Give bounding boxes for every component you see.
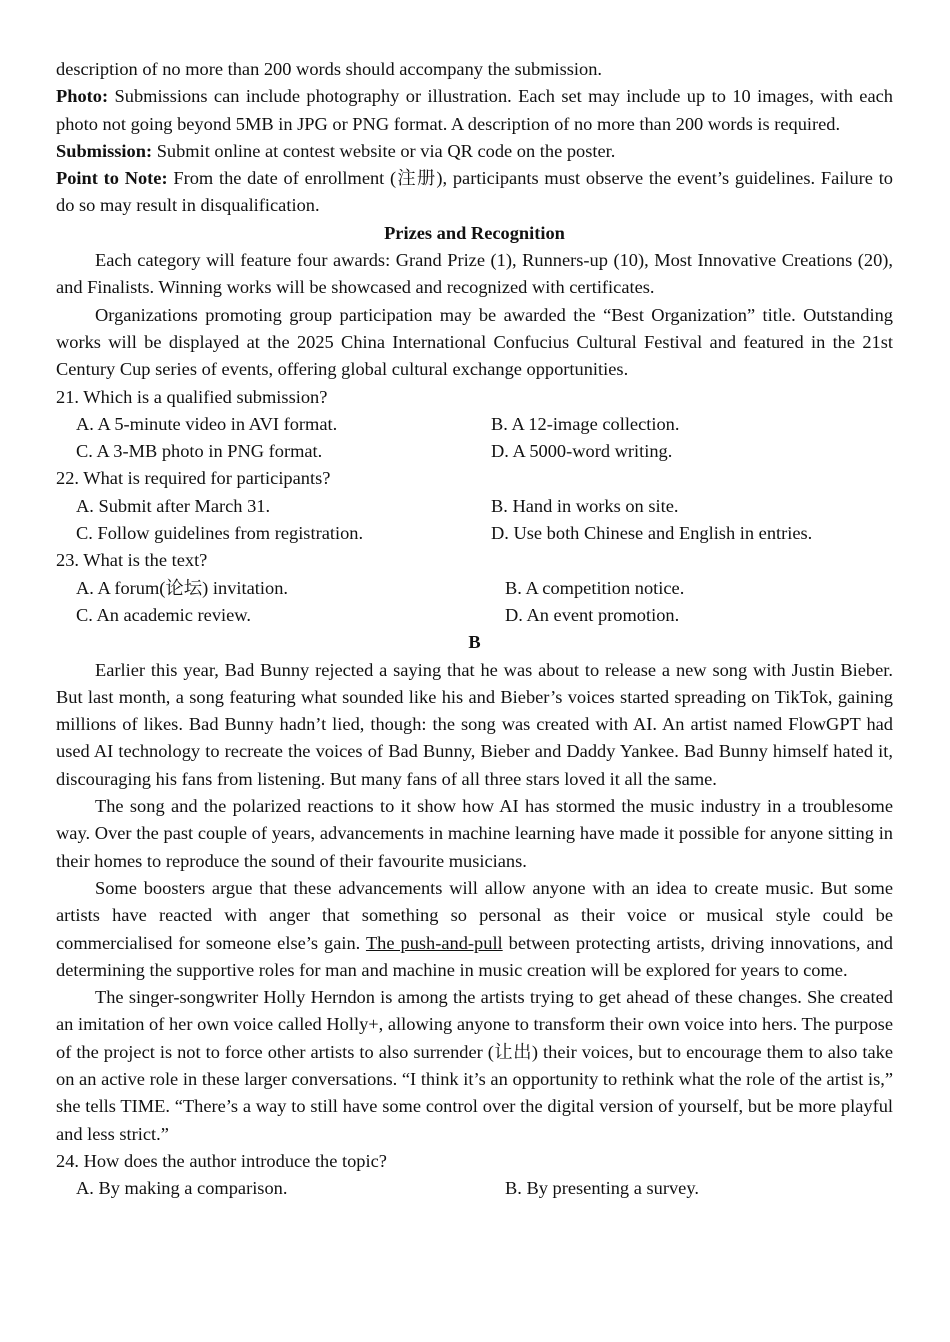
- option-b: B. Hand in works on site.: [491, 495, 679, 516]
- option-b: B. By presenting a survey.: [505, 1178, 699, 1199]
- underlined-phrase: The push-and-pull: [365, 932, 503, 953]
- note-label: Point to Note:: [56, 168, 168, 189]
- question-stem: 24. How does the author introduce the topic?: [56, 1150, 387, 1171]
- intro-tail: description of no more than 200 words should accompany the submission.: [56, 59, 603, 79]
- passage-b-paragraph-1: Earlier this year, Bad Bunny rejected a saying that he was about to release a new song with Justin Bieber. But last month, a song featuring what sounded like his and Bieber’s voices started spreading on TikTok, gaining millions of likes. Bad Bunny hadn’t lied, though: the song was created with AI. An artist named FlowGPT had used AI technology to recreate the voices of Bad Bunny, Bieber and Daddy Yankee. Bad Bunny himself hated it, discouraging his fans from listening. But many fans of all three stars loved it all the same.: [56, 659, 893, 789]
- option-c: C. Follow guidelines from registration.: [76, 523, 364, 544]
- option-d: D. Use both Chinese and English in entries.: [491, 523, 813, 544]
- options: [56, 575, 893, 630]
- photo-label: Photo:: [56, 86, 109, 107]
- document-page: [56, 56, 893, 1202]
- submission-label: Submission:: [56, 140, 153, 161]
- option-c: C. A 3-MB photo in PNG format.: [76, 441, 323, 462]
- options: [56, 411, 893, 466]
- p3-after: between protecting artists, driving innovations, and determining the supportive roles for man and machine in music creation will be explored for years to come.: [56, 932, 894, 980]
- p3-before: Some boosters argue that these advancements will allow anyone with an idea to create music. But some artists have reacted with anger that something so personal as their voice or musical style could be commercialised for someone else’s gain.: [56, 877, 893, 953]
- prizes-heading: Prizes and Recognition: [384, 222, 565, 243]
- passage-b-paragraph-3: [56, 875, 893, 984]
- submission-text: Submit online at contest website or via QR code on the poster.: [152, 140, 616, 161]
- photo-paragraph: [56, 83, 893, 138]
- question-23: [56, 547, 893, 629]
- option-a: A. A 5-minute video in AVI format.: [76, 413, 338, 434]
- submission-paragraph: [56, 138, 893, 165]
- option-c: C. An academic review.: [76, 604, 251, 625]
- option-b: B. A 12-image collection.: [491, 413, 680, 434]
- option-d: D. A 5000-word writing.: [491, 441, 673, 462]
- question-stem: 23. What is the text?: [56, 550, 208, 571]
- photo-text: Submissions can include photography or illustration. Each set may include up to 10 images, with each photo not going beyond 5MB in JPG or PNG format. A description of no more than 200 words is required.: [56, 86, 893, 134]
- note-paragraph: [56, 165, 893, 220]
- passage-b-paragraph-4: The singer-songwriter Holly Herndon is among the artists trying to get ahead of these changes. She created an imitation of her own voice called Holly+, allowing anyone to transform their own voice into hers. The purpose of the project is not to force other artists to also surrender (让出) their voices, but to encourage them to also take on an active role in these larger conversations. “I think it’s an opportunity to rethink what the role of the artist is,” she tells TIME. “There’s a way to still have some control over the digital version of yourself, but be more playful and less strict.”: [56, 987, 893, 1144]
- option-a: A. By making a comparison.: [76, 1178, 288, 1199]
- option-b: B. A competition notice.: [505, 577, 685, 598]
- question-stem: 21. Which is a qualified submission?: [56, 386, 328, 407]
- options: [56, 1175, 893, 1202]
- passage-b-paragraph-2: The song and the polarized reactions to it show how AI has stormed the music industry in a troublesome way. Over the past couple of years, advancements in machine learning have made it possible for anyone sitting in their homes to reproduce the sound of their favourite musicians.: [56, 796, 893, 871]
- options: [56, 493, 893, 548]
- question-21: [56, 384, 893, 466]
- question-22: [56, 465, 893, 547]
- question-24: [56, 1148, 893, 1203]
- passage-b-heading: B: [468, 632, 481, 653]
- prizes-paragraph-1: Each category will feature four awards: Grand Prize (1), Runners-up (10), Most Innovative Creations (20), and Finalists. Winning works will be showcased and recognized with certificates.: [56, 250, 893, 298]
- prizes-paragraph-2: Organizations promoting group participation may be awarded the “Best Organization” title. Outstanding works will be displayed at the 2025 China International Confucius Cultural Festival and featured in the 21st Century Cup series of events, offering global cultural exchange opportunities.: [56, 304, 893, 380]
- option-a: A. Submit after March 31.: [76, 495, 271, 516]
- note-text: From the date of enrollment (注册), participants must observe the event’s guidelines. Failure to do so may result in disqualification.: [56, 168, 893, 216]
- option-d: D. An event promotion.: [505, 604, 680, 625]
- option-a: A. A forum(论坛) invitation.: [76, 577, 288, 598]
- question-stem: 22. What is required for participants?: [56, 468, 331, 489]
